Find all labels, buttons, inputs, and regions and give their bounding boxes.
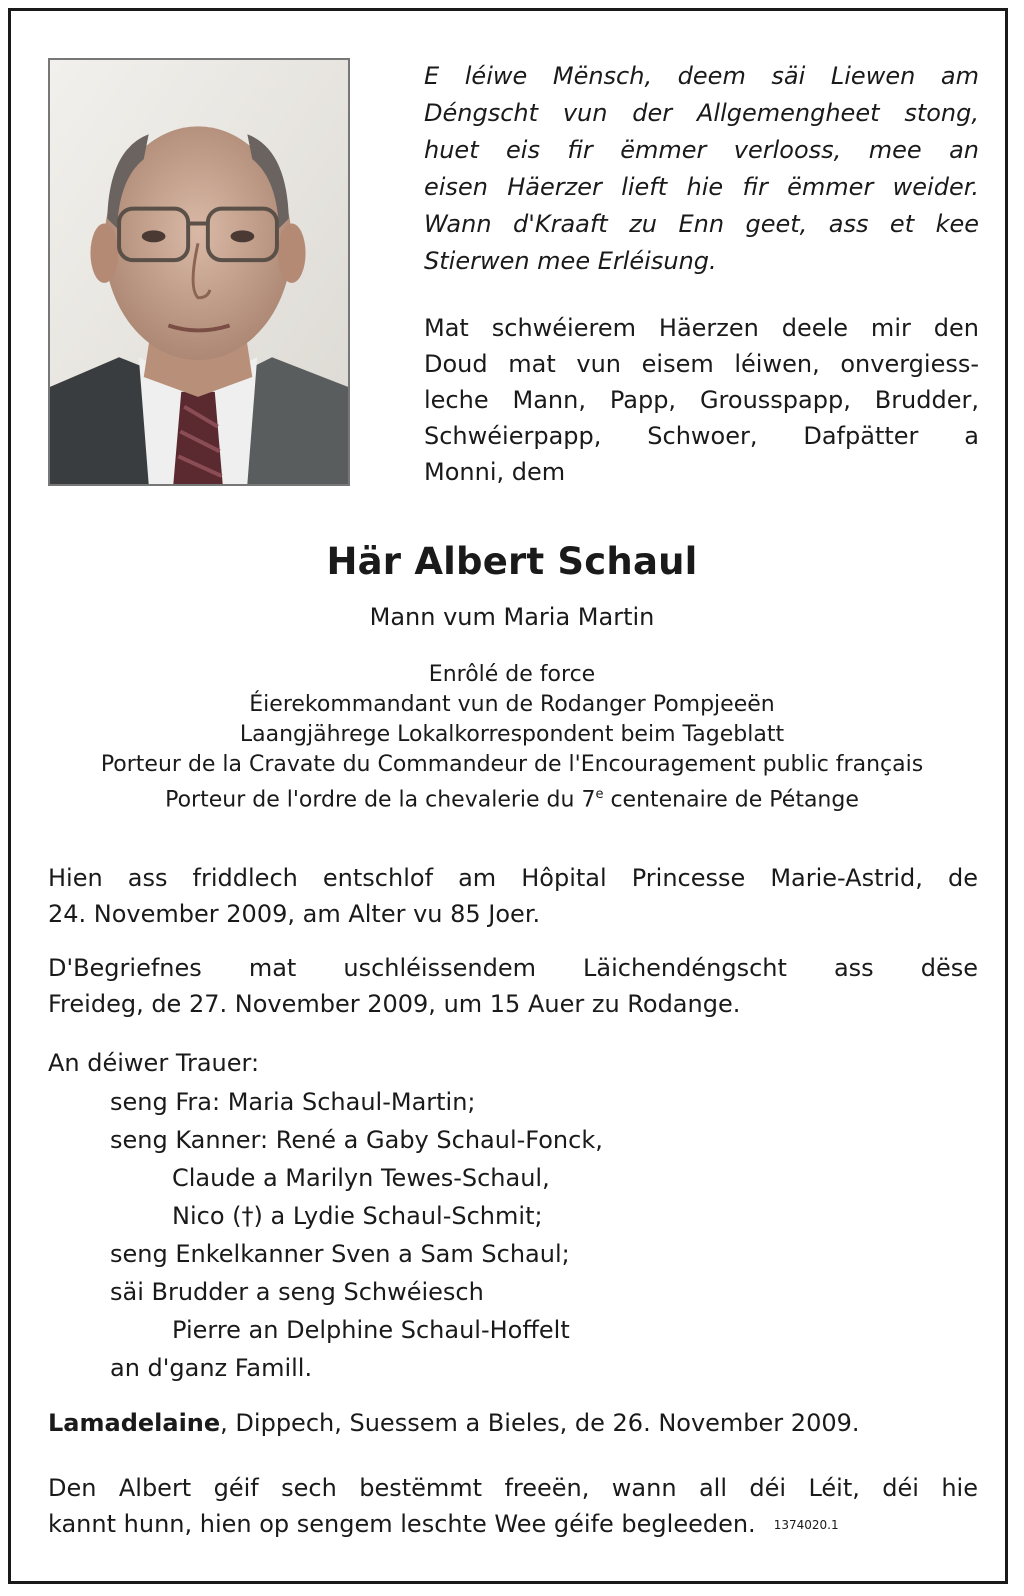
announcement-intro xyxy=(424,310,979,490)
funeral-line: D'Begriefnes mat uschléissendem Läichendéngscht ass dëse xyxy=(48,954,978,982)
reference-number: 1374020.1 xyxy=(773,1518,839,1532)
place-name: Lamadelaine xyxy=(48,1409,221,1437)
poem-line: Wann d'Kraaft zu Enn geet, ass et kee xyxy=(424,210,979,238)
honor-text: centenaire de Pétange xyxy=(603,787,859,813)
closing-paragraph xyxy=(48,1470,978,1543)
intro-line: Doud mat vun eisem léiwen, onvergiess- xyxy=(424,350,979,378)
place-rest: , Dippech, Suessem a Bieles, de 26. November 2009. xyxy=(220,1409,860,1437)
closing-line: Den Albert géif sech bestëmmt freeën, wann all déi Léit, déi hie xyxy=(48,1474,978,1502)
mourner-line: säi Brudder a seng Schwéiesch xyxy=(110,1278,484,1306)
honor-line: Éierekommandant vun de Rodanger Pompjeeën xyxy=(249,692,775,717)
funeral-line: Freideg, de 27. November 2009, um 15 Auer zu Rodange. xyxy=(48,990,741,1018)
honor-text: Porteur de l'ordre de la chevalerie du 7 xyxy=(165,787,596,813)
mourners-list xyxy=(110,1083,603,1387)
mourner-line: seng Kanner: René a Gaby Schaul-Fonck, xyxy=(110,1126,603,1154)
poem-line: eisen Häerzer lieft hie fir ëmmer weider. xyxy=(424,173,979,201)
closing-text: kannt hunn, hien op sengem leschte Wee géife begleeden. xyxy=(48,1510,756,1538)
death-notice xyxy=(48,860,978,932)
honor-line: Enrôlé de force xyxy=(428,662,596,687)
portrait-photo xyxy=(48,58,350,486)
funeral-notice xyxy=(48,950,978,1022)
death-line: Hien ass friddlech entschlof am Hôpital Princesse Marie-Astrid, de xyxy=(48,864,978,892)
deceased-name: Här Albert Schaul xyxy=(326,540,698,583)
death-line: 24. November 2009, am Alter vu 85 Joer. xyxy=(48,900,541,928)
intro-line: leche Mann, Papp, Grousspapp, Brudder, xyxy=(424,386,979,414)
intro-line: Schwéierpapp, Schwoer, Dafpätter a xyxy=(424,422,979,450)
poem-line: Stierwen mee Erléisung. xyxy=(424,247,717,275)
mourner-line: Claude a Marilyn Tewes-Schaul, xyxy=(172,1164,550,1192)
honor-superscript: e xyxy=(595,787,604,802)
honors-list xyxy=(40,660,984,815)
poem-line: E léiwe Mënsch, deem säi Liewen am xyxy=(424,62,979,90)
honor-line: Laangjährege Lokalkorrespondent beim Tageblatt xyxy=(239,722,785,747)
honor-line xyxy=(40,780,984,815)
mourner-line: Nico (†) a Lydie Schaul-Schmit; xyxy=(172,1202,543,1230)
mourner-line: seng Fra: Maria Schaul-Martin; xyxy=(110,1088,476,1116)
mourner-line: an d'ganz Famill. xyxy=(110,1354,313,1382)
closing-line xyxy=(48,1506,978,1543)
poem-line: huet eis fir ëmmer verlooss, mee an xyxy=(424,136,979,164)
mourner-line: seng Enkelkanner Sven a Sam Schaul; xyxy=(110,1240,570,1268)
intro-line: Mat schwéierem Häerzen deele mir den xyxy=(424,314,979,342)
spouse-line: Mann vum Maria Martin xyxy=(369,603,655,631)
memorial-poem xyxy=(424,58,979,280)
intro-line: Monni, dem xyxy=(424,458,566,486)
portrait-illustration xyxy=(50,60,348,484)
mourner-line: Pierre an Delphine Schaul-Hoffelt xyxy=(172,1316,570,1344)
honor-line: Porteur de la Cravate du Commandeur de l'Encouragement public français xyxy=(100,752,924,777)
mourning-heading: An déiwer Trauer: xyxy=(48,1049,260,1077)
place-date-line xyxy=(48,1405,978,1441)
poem-line: Déngscht vun der Allgemengheet stong, xyxy=(424,99,979,127)
